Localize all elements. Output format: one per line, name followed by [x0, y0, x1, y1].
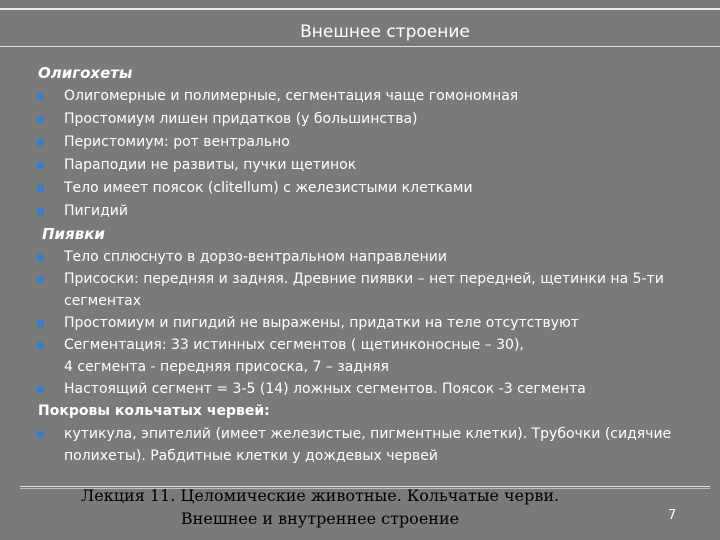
bullet-item: Сегментация: 33 истинных сегментов ( щетинконосные – 30),	[0, 334, 720, 356]
square-bullet-icon	[37, 386, 44, 393]
square-bullet-icon	[37, 431, 44, 438]
square-bullet-icon	[37, 342, 44, 349]
footer	[70, 484, 570, 530]
square-bullet-icon	[37, 208, 44, 215]
bullet-item: Тело имеет поясок (clitellum) с железистыми клетками	[0, 177, 720, 200]
page-number: 7	[668, 508, 677, 523]
top-rule	[0, 8, 720, 10]
slide-content	[0, 62, 720, 467]
bullet-item: Пигидий	[0, 200, 720, 223]
bullet-item: Параподии не развиты, пучки щетинок	[0, 154, 720, 177]
footer-line-2: Внешнее и внутреннее строение	[180, 509, 460, 528]
square-bullet-icon	[37, 185, 44, 192]
bullet-continuation: сегментах	[64, 293, 142, 309]
square-bullet-icon	[37, 116, 44, 123]
section-heading-oligochaeta: Олигохеты	[38, 64, 133, 82]
square-bullet-icon	[37, 139, 44, 146]
square-bullet-icon	[37, 320, 44, 327]
bullet-item: Простомиум и пигидий не выражены, придатки на теле отсутствуют	[0, 312, 720, 334]
slide-title: Внешнее строение	[300, 22, 470, 42]
footer-line-1: Лекция 11. Целомические животные. Кольчатые черви.	[80, 486, 560, 505]
bullet-item: Присоски: передняя и задняя. Древние пиявки – нет передней, щетинки на 5-ти	[0, 268, 720, 290]
bullet-item: Настоящий сегмент = 3-5 (14) ложных сегментов. Поясок -3 сегмента	[0, 378, 720, 400]
bullet-continuation: 4 сегмента - передняя присоска, 7 – задняя	[64, 359, 389, 375]
bullet-continuation: полихеты). Рабдитные клетки у дождевых червей	[64, 448, 438, 464]
section-heading-integument: Покровы кольчатых червей:	[38, 403, 270, 419]
bullet-item: Тело сплюснуто в дорзо-вентральном направлении	[0, 246, 720, 268]
title-rule	[0, 46, 720, 47]
square-bullet-icon	[37, 93, 44, 100]
bullet-item: кутикула, эпителий (имеет железистые, пигментные клетки). Трубочки (сидячие	[0, 423, 720, 445]
section-heading-leeches: Пиявки	[42, 225, 105, 243]
bullet-item: Простомиум лишен придатков (у большинства)	[0, 108, 720, 131]
square-bullet-icon	[37, 162, 44, 169]
bullet-item: Перистомиум: рот вентрально	[0, 131, 720, 154]
square-bullet-icon	[37, 276, 44, 283]
bullet-item: Олигомерные и полимерные, сегментация чаще гомономная	[0, 85, 720, 108]
square-bullet-icon	[37, 254, 44, 261]
